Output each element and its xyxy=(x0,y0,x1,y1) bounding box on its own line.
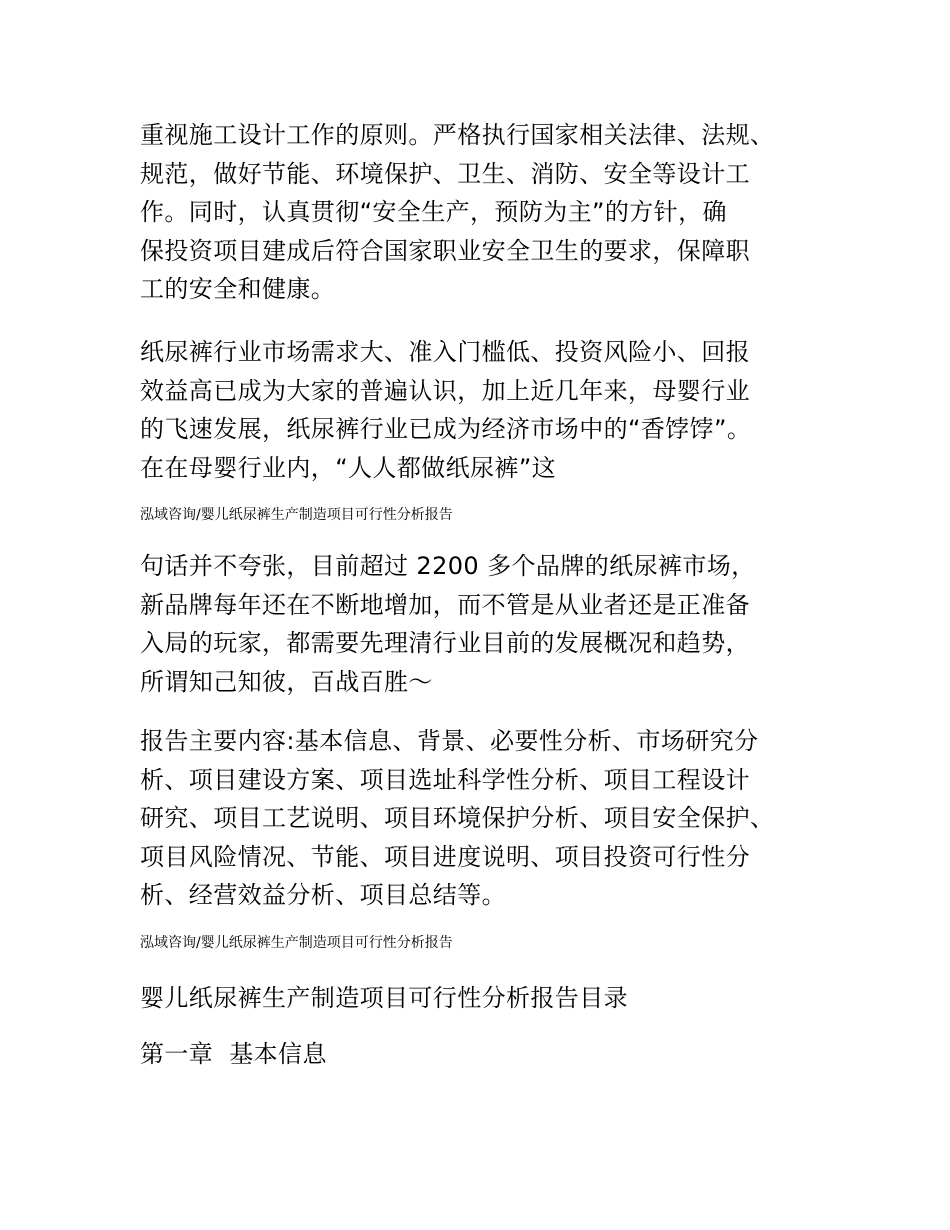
text-line: 析、项目建设方案、项目选址科学性分析、项目工程设计 xyxy=(140,765,750,794)
text-line: 纸尿裤行业市场需求大、准入门槛低、投资风险小、回报 xyxy=(140,338,750,366)
running-header-note: 泓域咨询/婴儿纸尿裤生产制造项目可行性分析报告 xyxy=(140,507,453,523)
text-line: 项目风险情况、节能、项目进度说明、项目投资可行性分 xyxy=(140,842,750,871)
text-line: 作。同时，认真贯彻“安全生产，预防为主”的方针，确 xyxy=(140,198,727,226)
text-line: 工的安全和健康。 xyxy=(140,275,336,303)
text-line: 规范，做好节能、环境保护、卫生、消防、安全等设计工 xyxy=(140,159,750,188)
text-line: 的飞速发展，纸尿裤行业已成为经济市场中的“香饽饽”。 xyxy=(140,415,752,443)
text-line: 重视施工设计工作的原则。严格执行国家相关法律、法规、 xyxy=(140,121,775,149)
paragraph-report-contents xyxy=(140,722,820,915)
text-line: 句话并不夸张，目前超过 2200 多个品牌的纸尿裤市场， xyxy=(140,552,756,580)
text-line: 所谓知己知彼，百战百胜～ xyxy=(140,667,433,696)
text-line: 保投资项目建成后符合国家职业安全卫生的要求，保障职 xyxy=(140,236,750,265)
text-line: 研究、项目工艺说明、项目环境保护分析、项目安全保护、 xyxy=(140,804,775,832)
running-header-note: 泓域咨询/婴儿纸尿裤生产制造项目可行性分析报告 xyxy=(140,935,453,951)
text-line: 在在母婴行业内，“人人都做纸尿裤”这 xyxy=(140,453,557,482)
text-line: 入局的玩家，都需要先理清行业目前的发展概况和趋势， xyxy=(140,629,750,657)
text-line: 报告主要内容:基本信息、背景、必要性分析、市场研究分 xyxy=(140,727,759,755)
paragraph-design-principles xyxy=(140,116,820,309)
toc-title: 婴儿纸尿裤生产制造项目可行性分析报告目录 xyxy=(140,984,628,1012)
paragraph-brand-count xyxy=(140,547,820,701)
text-line: 析、经营效益分析、项目总结等。 xyxy=(140,881,506,909)
text-line: 新品牌每年还在不断地增加，而不管是从业者还是正准备 xyxy=(140,590,750,619)
chapter-title: 第一章 基本信息 xyxy=(140,1040,327,1068)
text-line: 效益高已成为大家的普遍认识，加上近几年来，母婴行业 xyxy=(140,376,750,405)
paragraph-market-demand xyxy=(140,333,820,487)
